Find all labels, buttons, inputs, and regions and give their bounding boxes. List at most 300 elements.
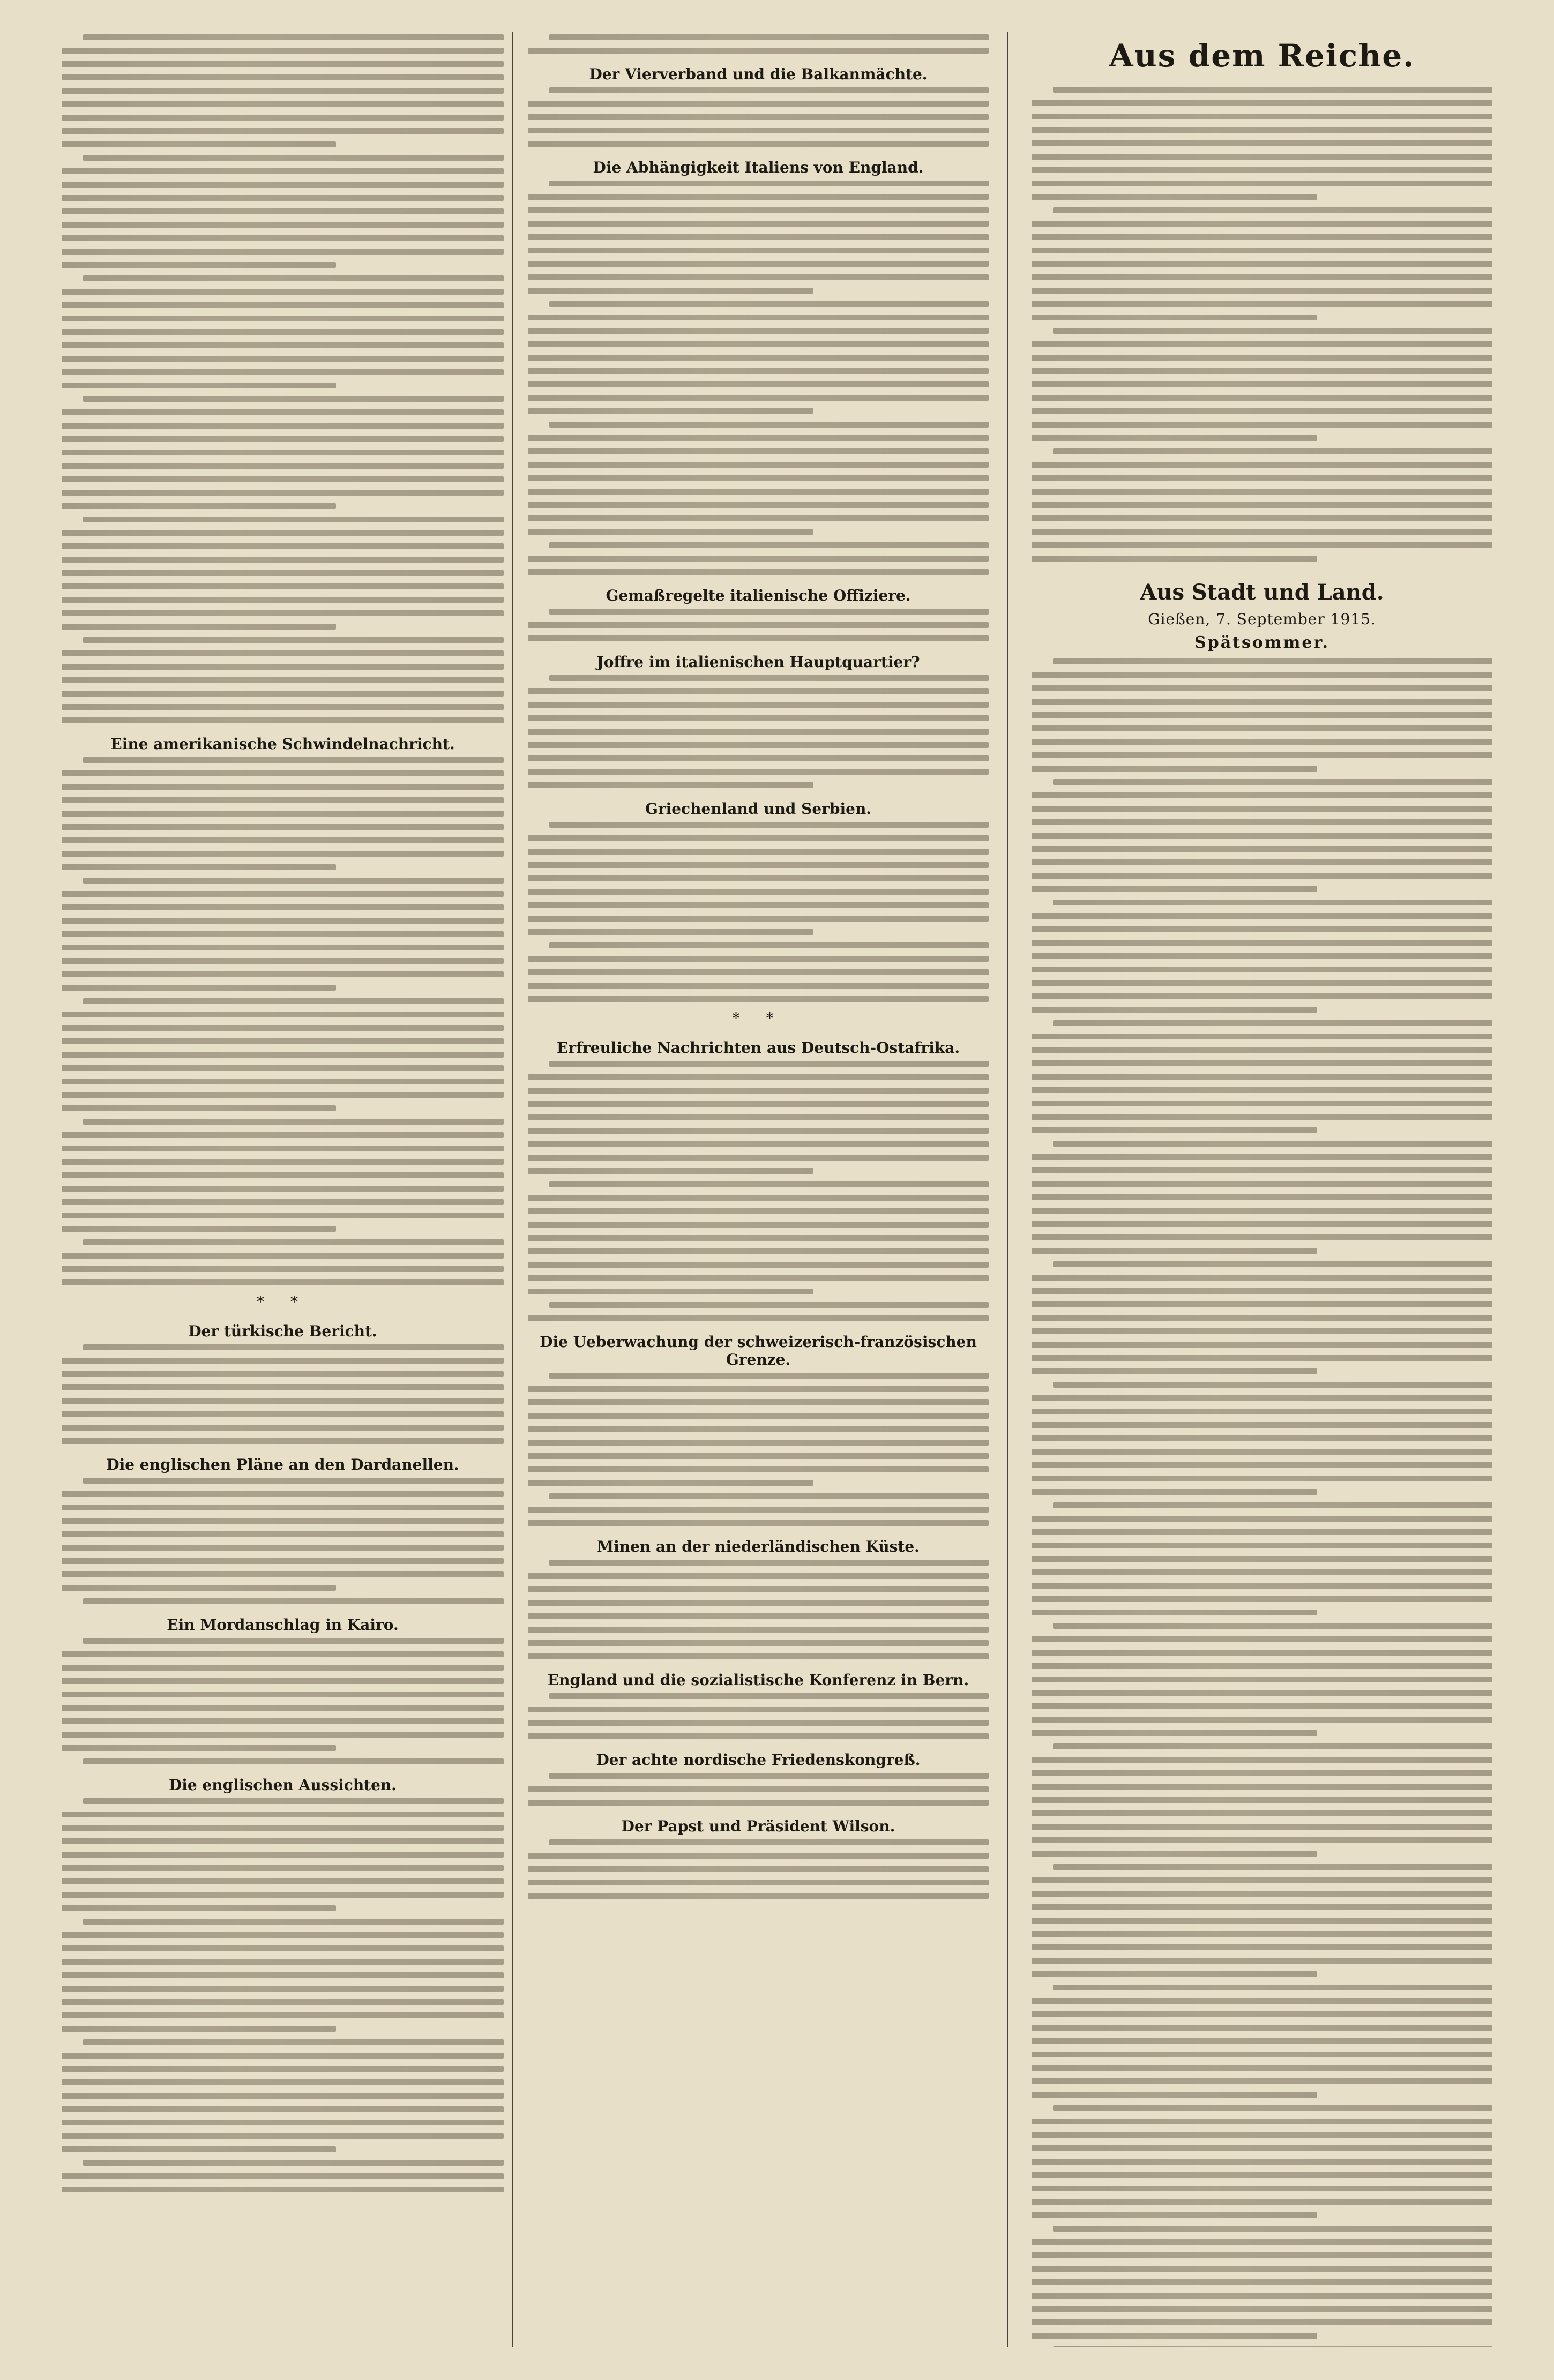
text-line xyxy=(528,996,989,1002)
text-line xyxy=(528,1880,989,1885)
text-line xyxy=(1032,1101,1492,1106)
text-line xyxy=(1032,2333,1317,2339)
text-line xyxy=(1032,2038,1492,2044)
text-line xyxy=(1032,926,1492,932)
text-line xyxy=(549,1061,989,1067)
text-line xyxy=(62,1079,504,1084)
text-line xyxy=(528,1507,989,1513)
text-line xyxy=(528,1235,989,1241)
text-line xyxy=(528,635,989,641)
text-line xyxy=(62,1012,504,1017)
text-line xyxy=(1032,2119,1492,2124)
text-line xyxy=(528,1613,989,1619)
text-line xyxy=(528,462,989,468)
text-line xyxy=(1032,2279,1492,2285)
text-line xyxy=(1053,328,1492,334)
text-line xyxy=(1032,502,1492,508)
text-line xyxy=(62,2146,336,2152)
text-line xyxy=(62,1105,336,1111)
article-heading: Der Papst und Präsident Wilson. xyxy=(621,1817,895,1835)
text-line xyxy=(528,408,813,414)
text-block xyxy=(528,1773,989,1806)
text-line xyxy=(1032,739,1492,745)
text-line xyxy=(528,755,989,761)
text-line xyxy=(528,288,813,294)
text-line xyxy=(1032,100,1492,106)
text-line xyxy=(528,1707,989,1712)
text-line xyxy=(528,328,989,334)
text-line xyxy=(62,784,504,790)
text-line xyxy=(1032,2132,1492,2138)
text-line xyxy=(1032,1074,1492,1080)
text-line xyxy=(83,1798,504,1804)
article-heading: Gemaßregelte italienische Offiziere. xyxy=(606,587,911,604)
text-line xyxy=(1032,489,1492,495)
text-line xyxy=(62,918,504,924)
text-line xyxy=(1032,1610,1317,1615)
text-line xyxy=(62,958,504,964)
text-line xyxy=(62,837,504,843)
text-line xyxy=(1032,1449,1492,1455)
text-line xyxy=(1032,819,1492,825)
text-line xyxy=(1053,448,1492,454)
text-line xyxy=(62,811,504,817)
text-line xyxy=(1032,1489,1317,1495)
text-line xyxy=(62,1065,504,1071)
text-line xyxy=(62,704,504,710)
text-line xyxy=(1032,2025,1492,2031)
text-line xyxy=(528,368,989,374)
text-line xyxy=(83,2039,504,2045)
text-line xyxy=(62,1132,504,1138)
text-line xyxy=(549,675,989,681)
text-line xyxy=(528,969,989,975)
text-line xyxy=(62,1398,504,1404)
text-line xyxy=(1053,1985,1492,1990)
text-line xyxy=(62,2053,504,2059)
column-right xyxy=(1032,32,1492,2347)
text-line xyxy=(62,450,504,455)
text-line xyxy=(1032,2011,1492,2017)
text-line xyxy=(62,1865,504,1871)
text-line xyxy=(1032,515,1492,521)
column-middle xyxy=(528,32,989,2347)
text-line xyxy=(1032,1810,1492,1816)
text-line xyxy=(528,1128,989,1134)
text-line xyxy=(528,1573,989,1579)
text-line xyxy=(83,1758,504,1764)
text-block xyxy=(528,1839,989,1899)
text-line xyxy=(62,1692,504,1697)
text-line xyxy=(528,435,989,441)
text-block xyxy=(528,1373,989,1526)
text-line xyxy=(62,409,504,415)
text-line xyxy=(62,222,504,228)
text-line xyxy=(1032,2306,1492,2312)
text-line xyxy=(1053,1020,1492,1026)
text-line xyxy=(62,74,504,80)
text-line xyxy=(528,248,989,253)
text-line xyxy=(62,610,504,616)
text-line xyxy=(62,2026,336,2032)
text-line xyxy=(62,48,504,54)
text-line xyxy=(62,88,504,94)
text-line xyxy=(62,1052,504,1058)
text-line xyxy=(83,1119,504,1125)
text-line xyxy=(62,1812,504,1817)
text-line xyxy=(1053,1743,1492,1749)
text-line xyxy=(62,1266,504,1272)
column-left xyxy=(62,32,504,2347)
text-line xyxy=(549,542,989,548)
text-line xyxy=(62,1038,504,1044)
text-line xyxy=(1032,462,1492,468)
text-line xyxy=(1032,833,1492,839)
text-line xyxy=(528,782,813,788)
text-line xyxy=(1032,792,1492,798)
text-line xyxy=(528,1101,989,1107)
text-line xyxy=(1053,779,1492,785)
text-line xyxy=(62,316,504,321)
text-line xyxy=(1032,1569,1492,1575)
text-line xyxy=(62,302,504,308)
text-line xyxy=(1032,685,1492,691)
text-line xyxy=(528,1168,813,1174)
text-line xyxy=(1032,1931,1492,1937)
text-line xyxy=(1032,993,1492,999)
text-line xyxy=(62,1146,504,1151)
text-line xyxy=(62,1732,504,1738)
text-block xyxy=(62,1798,504,2192)
text-line xyxy=(1032,1435,1492,1441)
article-heading: Der Vierverband und die Balkanmächte. xyxy=(589,65,928,83)
text-line xyxy=(549,1693,989,1699)
text-line xyxy=(1032,127,1492,133)
text-line xyxy=(62,1384,504,1390)
text-line xyxy=(62,490,504,496)
text-line xyxy=(1032,2199,1492,2205)
text-line xyxy=(1032,1328,1492,1334)
article-heading: Der achte nordische Friedenskongreß. xyxy=(596,1751,921,1769)
text-line xyxy=(83,1344,504,1350)
text-line xyxy=(83,517,504,522)
text-line xyxy=(1032,341,1492,347)
text-line xyxy=(1032,1730,1317,1736)
text-line xyxy=(1053,1502,1492,1508)
text-line xyxy=(62,61,504,67)
text-line xyxy=(83,34,504,40)
text-line xyxy=(528,475,989,481)
text-line xyxy=(62,1558,504,1564)
text-line xyxy=(62,891,504,897)
text-line xyxy=(528,341,989,347)
text-line xyxy=(549,34,989,40)
text-line xyxy=(549,422,989,428)
text-line xyxy=(62,1371,504,1377)
text-line xyxy=(1032,368,1492,374)
text-line xyxy=(1032,725,1492,731)
text-line xyxy=(1053,2226,1492,2232)
text-line xyxy=(1032,1060,1492,1066)
text-line xyxy=(1032,859,1492,865)
text-line xyxy=(1032,315,1317,320)
text-line xyxy=(62,1932,504,1938)
text-line xyxy=(1032,1904,1492,1910)
text-line xyxy=(1032,846,1492,852)
text-line xyxy=(1032,2239,1492,2245)
text-line xyxy=(1032,288,1492,294)
text-line xyxy=(528,1386,989,1392)
text-line xyxy=(1032,355,1492,361)
text-line xyxy=(83,637,504,643)
text-line xyxy=(62,1825,504,1831)
text-line xyxy=(528,956,989,962)
text-line xyxy=(62,557,504,563)
text-line xyxy=(62,1718,504,1724)
text-line xyxy=(62,1999,504,2005)
text-line xyxy=(62,476,504,482)
text-line xyxy=(83,878,504,884)
text-line xyxy=(1032,1476,1492,1481)
text-line xyxy=(528,835,989,841)
text-line xyxy=(549,301,989,307)
text-line xyxy=(62,195,504,201)
text-line xyxy=(1032,1998,1492,2004)
text-line xyxy=(528,1720,989,1726)
text-line xyxy=(528,1466,989,1472)
text-line xyxy=(62,583,504,589)
column-rule xyxy=(512,32,513,2347)
text-line xyxy=(528,1074,989,1080)
text-line xyxy=(1032,672,1492,678)
text-line xyxy=(1032,2065,1492,2071)
text-line xyxy=(528,622,989,628)
text-line xyxy=(1032,556,1317,562)
text-line xyxy=(549,1773,989,1779)
text-line xyxy=(83,2160,504,2166)
text-line xyxy=(528,902,989,908)
text-line xyxy=(62,1905,336,1911)
text-line xyxy=(1032,1529,1492,1535)
text-line xyxy=(62,1678,504,1684)
text-line xyxy=(1032,1958,1492,1964)
text-line xyxy=(528,1600,989,1606)
text-line xyxy=(1053,2105,1492,2111)
text-line xyxy=(549,1373,989,1379)
text-line xyxy=(1032,1167,1492,1173)
text-line xyxy=(1053,1261,1492,1267)
text-line xyxy=(1032,940,1492,946)
text-line xyxy=(528,1520,989,1526)
text-line xyxy=(1032,1703,1492,1709)
text-line xyxy=(83,757,504,763)
text-line xyxy=(528,1289,813,1294)
text-line xyxy=(83,1239,504,1245)
text-line xyxy=(1032,1368,1317,1374)
text-line xyxy=(62,543,504,549)
text-line xyxy=(1032,140,1492,146)
text-line xyxy=(62,851,504,857)
text-line xyxy=(1032,422,1492,428)
text-line xyxy=(62,1986,504,1992)
text-line xyxy=(528,48,989,54)
text-line xyxy=(528,688,989,694)
text-line xyxy=(1032,1127,1317,1133)
text-line xyxy=(1032,1301,1492,1307)
text-line xyxy=(1032,1154,1492,1160)
text-line xyxy=(528,1586,989,1592)
text-block xyxy=(528,1693,989,1739)
text-line xyxy=(528,1733,989,1739)
text-line xyxy=(1032,1087,1492,1093)
text-line xyxy=(528,916,989,922)
text-line xyxy=(1032,913,1492,919)
text-line xyxy=(528,889,989,895)
text-line xyxy=(62,2093,504,2099)
text-block xyxy=(1032,87,1492,562)
text-line xyxy=(528,1208,989,1214)
article-heading: Erfreuliche Nachrichten aus Deutsch-Ostafrika. xyxy=(556,1039,960,1057)
text-line xyxy=(1032,1944,1492,1950)
text-line xyxy=(1032,2266,1492,2272)
text-line xyxy=(1032,1194,1492,1200)
text-line xyxy=(83,1598,504,1604)
text-line xyxy=(1032,234,1492,240)
text-line xyxy=(528,114,989,120)
text-line xyxy=(62,1705,504,1711)
text-line xyxy=(62,2079,504,2085)
text-line xyxy=(62,1092,504,1098)
text-line xyxy=(62,1585,336,1591)
text-line xyxy=(62,864,336,870)
text-line xyxy=(528,355,989,361)
text-line xyxy=(62,329,504,335)
text-line xyxy=(62,208,504,214)
text-line xyxy=(62,664,504,670)
text-line xyxy=(1053,2346,1492,2347)
text-line xyxy=(1032,806,1492,812)
text-line xyxy=(62,1892,504,1898)
text-block xyxy=(1032,658,1492,2347)
text-line xyxy=(1032,1462,1492,1468)
text-line xyxy=(1032,1971,1317,1977)
text-line xyxy=(62,691,504,697)
text-line xyxy=(62,945,504,950)
text-line xyxy=(62,383,336,388)
article-heading: Spätsommer. xyxy=(1194,633,1329,652)
text-line xyxy=(1032,1583,1492,1589)
text-line xyxy=(549,1493,989,1499)
text-line xyxy=(62,1745,336,1751)
text-line xyxy=(528,221,989,227)
text-block xyxy=(62,1638,504,1764)
text-line xyxy=(62,770,504,776)
text-line xyxy=(528,101,989,107)
text-line xyxy=(62,1531,504,1537)
text-line xyxy=(1032,542,1492,548)
text-line xyxy=(1032,301,1492,307)
text-line xyxy=(83,396,504,402)
text-line xyxy=(528,1399,989,1405)
text-line xyxy=(549,822,989,828)
article-heading: England und die sozialistische Konferenz in Bern. xyxy=(547,1671,969,1689)
text-line xyxy=(1032,886,1317,892)
text-line xyxy=(1032,221,1492,227)
text-line xyxy=(1032,395,1492,401)
text-line xyxy=(528,1653,989,1659)
text-line xyxy=(528,1262,989,1268)
text-line xyxy=(1053,1623,1492,1629)
text-line xyxy=(62,1199,504,1205)
text-line xyxy=(1032,2172,1492,2178)
text-block xyxy=(62,1344,504,1444)
text-line xyxy=(62,141,336,147)
text-line xyxy=(62,182,504,188)
text-line xyxy=(1032,1288,1492,1294)
section-title: Aus Stadt und Land. xyxy=(1140,580,1384,605)
text-line xyxy=(62,971,504,977)
text-line xyxy=(83,1919,504,1925)
text-line xyxy=(62,2012,504,2018)
text-line xyxy=(549,87,989,93)
text-block xyxy=(528,181,989,575)
text-line xyxy=(62,342,504,348)
text-line xyxy=(1032,752,1492,758)
text-line xyxy=(1032,712,1492,718)
text-line xyxy=(1032,1355,1492,1361)
text-line xyxy=(62,570,504,576)
text-line xyxy=(62,249,504,255)
text-line xyxy=(1032,1275,1492,1281)
text-line xyxy=(62,650,504,656)
text-line xyxy=(1032,529,1492,535)
text-line xyxy=(528,502,989,508)
text-line xyxy=(528,1426,989,1432)
text-line xyxy=(1032,967,1492,972)
text-line xyxy=(1032,1007,1317,1013)
text-line xyxy=(1032,1636,1492,1642)
article-heading: Der türkische Bericht. xyxy=(188,1322,377,1340)
text-line xyxy=(62,1279,504,1285)
text-line xyxy=(1032,1757,1492,1763)
text-line xyxy=(528,1853,989,1859)
text-line xyxy=(528,448,989,454)
text-line xyxy=(1032,1717,1492,1723)
text-line xyxy=(1032,1395,1492,1401)
text-line xyxy=(62,128,504,134)
text-line xyxy=(528,207,989,213)
text-line xyxy=(1032,1342,1492,1348)
text-line xyxy=(1032,1034,1492,1039)
text-line xyxy=(1032,1114,1492,1120)
text-line xyxy=(528,1222,989,1228)
text-line xyxy=(1032,1837,1492,1843)
text-line xyxy=(62,168,504,174)
text-line xyxy=(62,1213,504,1218)
text-line xyxy=(528,395,989,401)
text-line xyxy=(528,141,989,147)
text-line xyxy=(528,315,989,320)
text-line xyxy=(528,569,989,575)
text-line xyxy=(1032,1556,1492,1562)
text-line xyxy=(62,1571,504,1577)
text-line xyxy=(1032,181,1492,186)
text-line xyxy=(549,942,989,948)
text-line xyxy=(1032,1891,1492,1897)
text-line xyxy=(62,1852,504,1858)
text-line xyxy=(62,1518,504,1524)
text-line xyxy=(62,1253,504,1259)
